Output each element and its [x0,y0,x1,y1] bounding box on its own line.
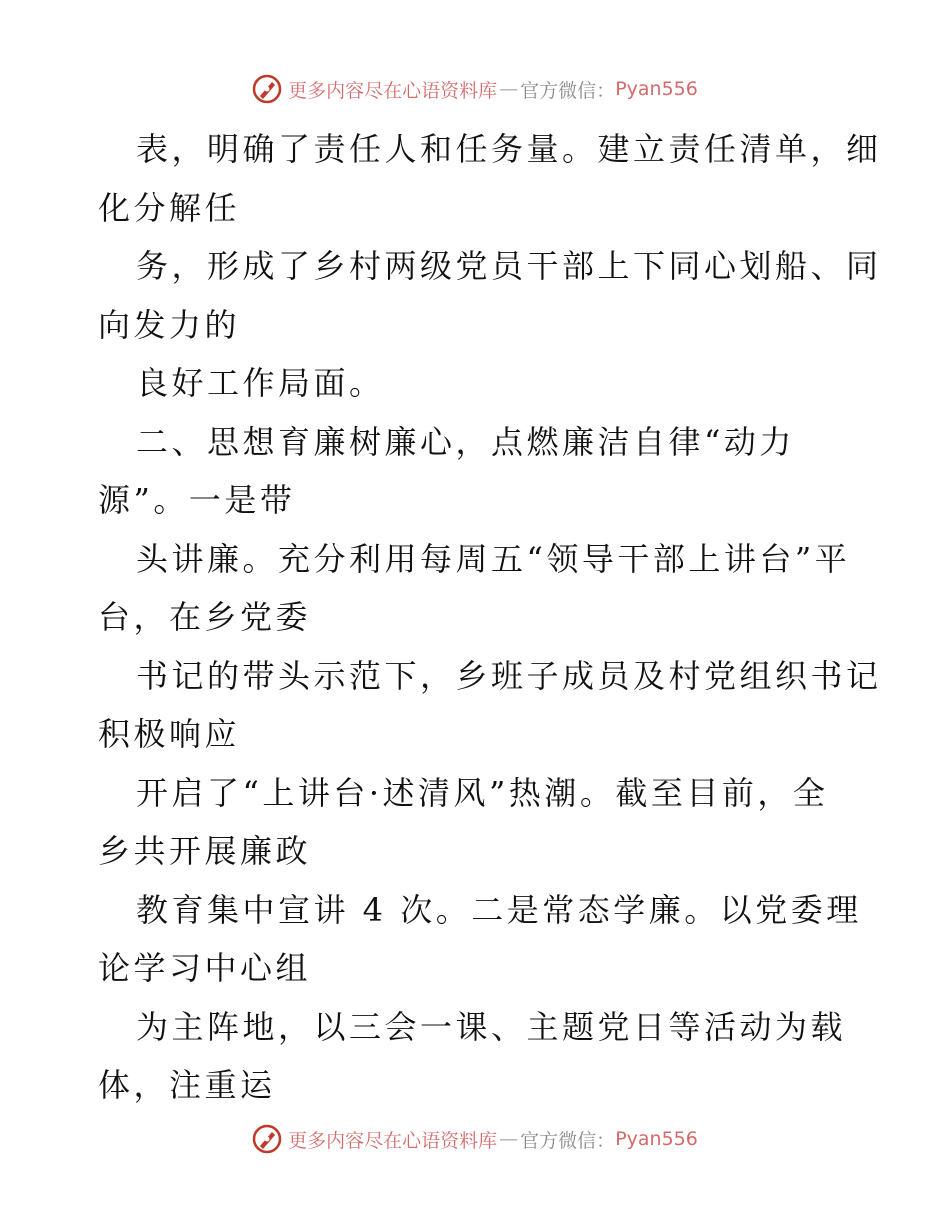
footer-watermark [0,1124,950,1154]
pen-logo-icon [252,74,282,104]
text-line: 为主阵地，以三会一课、主题党日等活动为载 [136,1007,847,1046]
text-line: 积极响应 [98,715,241,753]
text-line: 教育集中宣讲 4 次。二是常态学廉。以党委理 [136,890,862,929]
watermark-brand: 更多内容尽在心语资料库 [288,1129,498,1152]
text-line: 开启了“上讲台·述清风”热潮。截至目前，全 [136,773,829,812]
text-line: 头讲廉。充分利用每周五“领导干部上讲台”平 [136,539,851,578]
watermark-label: 官方微信： [520,79,616,102]
header-watermark [0,74,950,104]
section-heading-line: 二、思想育廉树廉心，点燃廉洁自律“动力 [136,422,795,461]
text-line: 表，明确了责任人和任务量。建立责任清单，细 [136,130,882,168]
watermark-dash: — [499,78,519,100]
watermark-wechat-id: Pyan556 [615,78,698,100]
text-line: 务，形成了乡村两级党员干部上下同心划船、同 [136,247,882,285]
text-line: 乡共开展廉政 [98,832,312,870]
watermark-brand: 更多内容尽在心语资料库 [288,79,498,102]
text-line: 化分解任 [98,188,241,227]
text-line: 良好工作局面。 [136,364,385,402]
watermark-dash: — [499,1128,519,1150]
document-body [98,120,882,1115]
text-line: 书记的带头示范下，乡班子成员及村党组织书记 [136,656,882,695]
text-line: 台，在乡党委 [98,598,312,636]
text-line: 向发力的 [98,305,241,344]
pen-logo-icon [252,1124,282,1154]
watermark-label: 官方微信： [520,1129,616,1152]
text-line: 论学习中心组 [98,949,312,987]
watermark-wechat-id: Pyan556 [615,1128,698,1150]
text-line: 源”。一是带 [98,481,296,519]
text-line: 体，注重运 [98,1066,276,1104]
